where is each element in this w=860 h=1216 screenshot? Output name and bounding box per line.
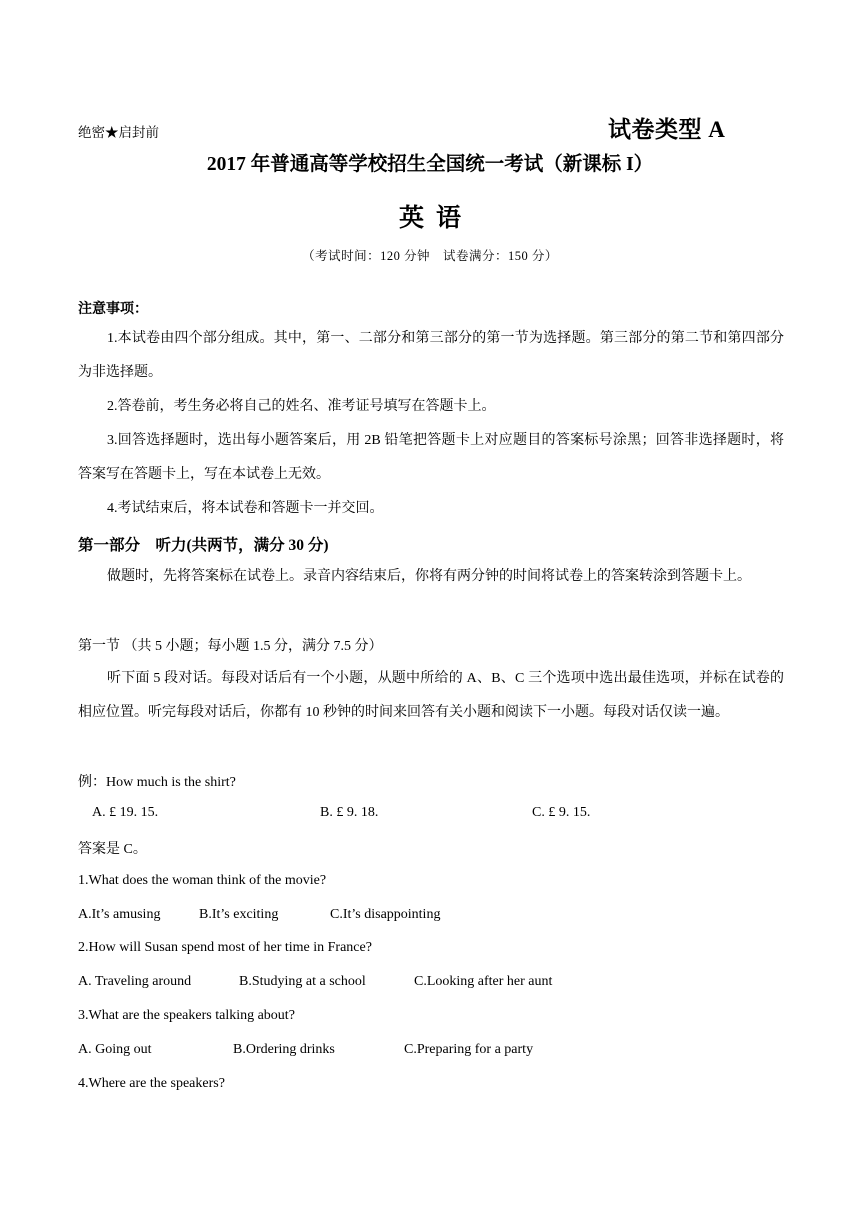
notice-heading: 注意事项：: [78, 302, 148, 317]
question-3: 3.What are the speakers talking about?: [78, 1008, 295, 1023]
q3-option-b: B.Ordering drinks: [233, 1042, 335, 1057]
question-4: 4.Where are the speakers?: [78, 1076, 225, 1091]
part1-instruction: 做题时，先将答案标在试卷上。录音内容结束后，你将有两分钟的时间将试卷上的答案转涂到答题卡上。: [107, 569, 751, 584]
confidential-label: 绝密★启封前: [78, 125, 159, 140]
example-option-c: C. £ 9. 15.: [532, 805, 591, 820]
question-1: 1.What does the woman think of the movie?: [78, 873, 327, 888]
notice-item-4: 4.考试结束后，将本试卷和答题卡一并交回。: [107, 501, 384, 516]
notice-item-3: 3.回答选择题时，选出每小题答案后，用 2B 铅笔把答题卡上对应题目的答案标号涂黑；回答非选择题时，将答案写在答题卡上，写在本试卷上无效。: [78, 433, 784, 482]
q3-option-a: A. Going out: [78, 1042, 152, 1057]
example-option-a: A. £ 19. 15.: [92, 805, 159, 820]
section1-heading: 第一节 （共 5 小题；每小题 1.5 分，满分 7.5 分）: [78, 639, 383, 654]
q1-option-b: B.It’s exciting: [199, 907, 279, 922]
section1-instruction: 听下面 5 段对话。每段对话后有一个小题，从题中所给的 A、B、C 三个选项中选出最佳选项，并标在试卷的相应位置。听完每段对话后，你都有 10 秒钟的时间来回答有关小题和阅读下一小题。每段对话仅读一遍。: [78, 671, 784, 720]
q3-option-c: C.Preparing for a party: [404, 1042, 534, 1057]
notice-item-1: 1.本试卷由四个部分组成。其中，第一、二部分和第三部分的第一节为选择题。第三部分的第二节和第四部分为非选择题。: [78, 331, 784, 380]
q1-option-a: A.It’s amusing: [78, 907, 161, 922]
paper-type-label: 试卷类型 A: [608, 117, 726, 142]
example-question: 例：How much is the shirt?: [78, 775, 236, 790]
notice-item-2: 2.答卷前，考生务必将自己的姓名、准考证号填写在答题卡上。: [107, 399, 496, 414]
q2-option-a: A. Traveling around: [78, 974, 192, 989]
q1-option-c: C.It’s disappointing: [330, 907, 441, 922]
q2-option-b: B.Studying at a school: [239, 974, 366, 989]
exam-title: 2017 年普通高等学校招生全国统一考试（新课标 I）: [206, 154, 654, 175]
subject-title: 英语: [398, 205, 473, 232]
exam-time-score: （考试时间：120 分钟 试卷满分：150 分）: [302, 249, 558, 263]
q2-option-c: C.Looking after her aunt: [414, 974, 553, 989]
question-2: 2.How will Susan spend most of her time in France?: [78, 940, 372, 955]
example-answer: 答案是 C。: [78, 842, 147, 857]
example-option-b: B. £ 9. 18.: [320, 805, 379, 820]
part1-heading: 第一部分 听力(共两节，满分 30 分): [78, 537, 329, 554]
